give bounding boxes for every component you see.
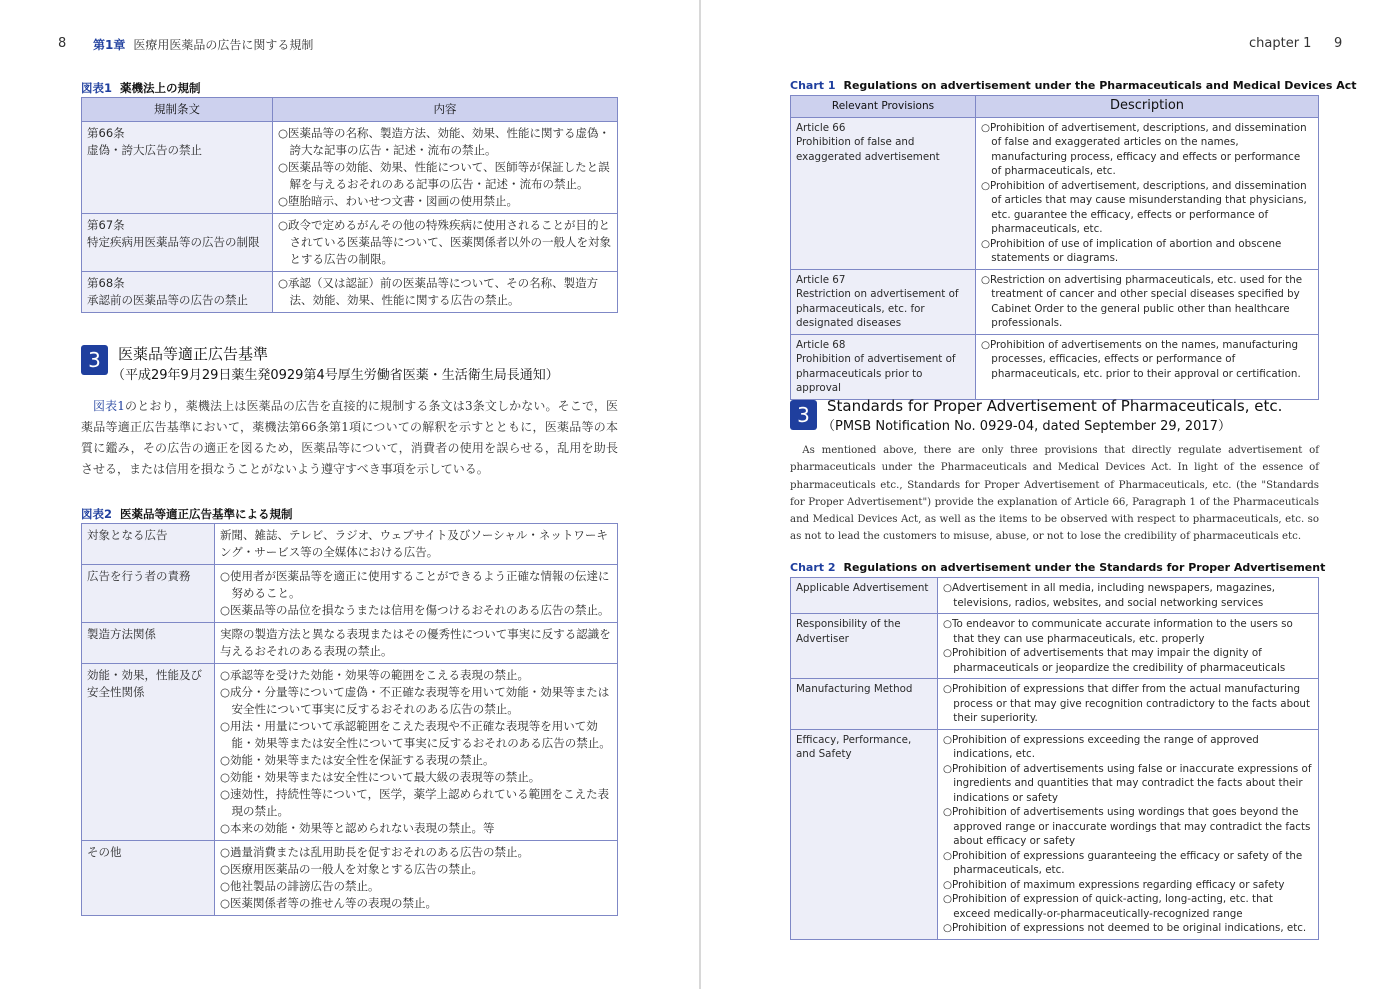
en-chart1-label: Chart 1 [790,79,836,92]
en-chart2-table [790,577,1319,940]
article-number: Article 66 [796,121,846,134]
en-chart1-table [790,95,1319,400]
en-chart2-label: Chart 2 [790,561,836,574]
row-key: Efficacy, Performance, and Safety [791,729,938,939]
content-cell [976,117,1319,269]
table-row [791,614,1319,679]
table-row [82,623,618,664]
jp-chart1-caption [81,80,201,96]
en-chart1-title: Regulations on advertisement under the Pharmaceuticals and Medical Devices Act [843,79,1357,92]
table-row [82,841,618,916]
jp-section-number: 3 [81,345,108,375]
list-item: ○Prohibition of advertisement, descriptions, and dissemination of articles that may cause misunderstanding that physicians, etc. guarantee the efficacy, effects or performance of pharmaceuticals, etc. [981,179,1307,235]
list-item: ○使用者が医薬品等を適正に使用することができるよう正確な情報の伝達に努めること。 [220,569,610,600]
content-cell [976,269,1319,334]
list-item: ○Prohibition of expression of quick-acting, long-acting, etc. that exceed medically-or-pharmaceutically-recognized range [943,893,1273,920]
content-cell [273,122,618,214]
row-key: Responsibility of the Advertiser [791,614,938,679]
article-subject: Prohibition of false and exaggerated advertisement [796,136,940,163]
chapter-title: 医療用医薬品の広告に関する規制 [133,38,314,52]
article-number: 第66条 [87,126,125,140]
paragraph-text: のとおり，薬機法上は医薬品の広告を直接的に規制する条文は3条文しかない。そこで，医薬品等適正広告基準において，薬機法第66条第1項についての解釈を示すとともに，医薬品等の本質に鑑み，その広告の適正を図るため，医薬品等について，消費者の使用を誤らせる，乱用を助長させる，または信用を損なうことがないよう遵守すべき事項を示している。 [81,399,618,476]
jp-section-paragraph [81,396,618,480]
list-item: ○Restriction on advertising pharmaceuticals, etc. used for the treatment of cancer and other special diseases specified by Cabinet Order to the general public other than healthcare professionals. [981,273,1303,329]
list-item: ○他社製品の誹謗広告の禁止。 [220,879,380,893]
list-item: ○Prohibition of advertisement, descriptions, and dissemination of false and exaggerated articles on the names, manufacturing process, efficacy and effects or performance of pharmaceuticals, etc. [981,121,1307,177]
table-row [791,269,1319,334]
list-item: ○Prohibition of expressions that differ from the actual manufacturing process or that may give recognition contradictory to the facts about their superiority. [943,683,1310,724]
list-item: ○Prohibition of expressions guaranteeing the efficacy or safety of the pharmaceuticals, etc. [943,849,1303,876]
table-row [791,679,1319,730]
row-content [938,679,1319,730]
table-header-row [82,98,618,122]
row-key: 広告を行う者の責務 [82,565,215,623]
table-row [791,334,1319,399]
article-subject: 特定疾病用医薬品等の広告の制限 [87,235,260,249]
table-row [82,122,618,214]
jp-section-title: 医薬品等適正広告基準 [118,345,269,363]
en-chart2-title: Regulations on advertisement under the Standards for Proper Advertisement [843,561,1326,574]
list-item: ○堕胎暗示、わいせつ文書・図画の使用禁止。 [278,194,519,208]
list-item: ○本来の効能・効果等と認められない表現の禁止。等 [220,821,495,835]
list-item: ○Prohibition of advertisements using wordings that goes beyond the approved range or inaccurate wordings that may contradict the facts about efficacy or safety [943,806,1311,847]
row-content [938,729,1319,939]
row-content [215,841,618,916]
list-item: ○Prohibition of expressions exceeding the range of approved indications, etc. [943,733,1259,760]
list-item: ○Prohibition of maximum expressions regarding efficacy or safety [943,878,1285,891]
jp-chart1-table [81,97,618,313]
en-chart2-caption [790,561,1325,574]
row-content [215,565,618,623]
article-number: Article 67 [796,273,846,286]
provision-cell [82,272,273,313]
list-item: 新聞、雑誌、テレビ、ラジオ、ウェブサイト及びソーシャル・ネットワーキング・サービス等の全媒体における広告。 [220,528,608,559]
content-cell [273,214,618,272]
article-subject: 虚偽・誇大広告の禁止 [87,143,202,157]
provision-cell [82,122,273,214]
jp-chart2-table [81,523,618,916]
list-item: ○承認（又は認証）前の医薬品等について、その名称、製造方法、効能、効果、性能に関する広告の禁止。 [278,276,599,307]
table-header: Relevant Provisions [791,96,976,118]
list-item: ○医薬関係者等の推せん等の表現の禁止。 [220,896,438,910]
row-key: 効能・効果，性能及び安全性関係 [82,664,215,841]
list-item: ○成分・分量等について虚偽・不正確な表現等を用いて効能・効果等または安全性について事実に反するおそれのある広告の禁止。 [220,685,610,716]
row-key: 製造方法関係 [82,623,215,664]
table-row [791,578,1319,614]
article-subject: Prohibition of advertisement of pharmaceuticals prior to approval [796,353,956,394]
provision-cell [791,117,976,269]
article-subject: 承認前の医薬品等の広告の禁止 [87,293,248,307]
list-item: ○医薬品等の効能、効果、性能について、医師等が保証したと誤解を与えるおそれのある記事の広告・記述・流布の禁止。 [278,160,610,191]
table-header: Description [976,96,1319,118]
table-row [82,524,618,565]
article-subject: Restriction on advertisement of pharmaceuticals, etc. for designated diseases [796,288,959,329]
list-item: ○承認等を受けた効能・効果等の範囲をこえる表現の禁止。 [220,668,530,682]
row-content [938,578,1319,614]
table-row [82,664,618,841]
list-item: ○To endeavor to communicate accurate information to the users so that they can use pharmaceuticals, etc. properly [943,618,1293,645]
list-item: ○政令で定めるがんその他の特殊疾病に使用されることが目的とされている医薬品等について、医薬関係者以外の一般人を対象とする広告の制限。 [278,218,612,266]
en-section-title: Standards for Proper Advertisement of Pharmaceuticals, etc. [827,397,1283,415]
jp-chart2-title: 医薬品等適正広告基準による規制 [120,507,293,521]
chart-reference: 図表1 [93,399,125,413]
content-cell [976,334,1319,399]
en-section-subtitle: （PMSB Notification No. 0929-04, dated September 29, 2017） [822,419,1231,434]
table-row [82,565,618,623]
list-item: ○医薬品等の名称、製造方法、効能、効果、性能に関する虚偽・誇大な記事の広告・記述・流布の禁止。 [278,126,611,157]
jp-chart2-label: 図表2 [81,507,113,521]
table-row [82,214,618,272]
en-section-paragraph: As mentioned above, there are only three provisions that directly regulate advertisement of pharmaceuticals under the Pharmaceuticals and Medical Devices Act. In light of the essence of pharmaceuticals etc., Standards for Proper Advertisement of Pharmaceuticals, etc. (the "Standards for Proper Advertisement") provide the explanation of Article 66, Paragraph 1 of the Pharmaceuticals and Medical Devices Act, as well as the items to be observed with respect to pharmaceuticals, etc. so as not to lead the customers to misuse, abuse, or not to lose the credibility of pharmaceuticals etc. [790,445,1319,543]
list-item: ○過量消費または乱用助長を促すおそれのある広告の禁止。 [220,845,530,859]
list-item: ○用法・用量について承認範囲をこえた表現や不正確な表現等を用いて効能・効果等または安全性について事実に反するおそれのある広告の禁止。 [220,719,611,750]
en-chart1-caption [790,79,1357,92]
right-running-header: chapter 1 [1249,36,1312,51]
list-item: ○医療用医薬品の一般人を対象とする広告の禁止。 [220,862,484,876]
row-key: 対象となる広告 [82,524,215,565]
list-item: ○Advertisement in all media, including newspapers, magazines, televisions, radios, websites, and social networking services [943,582,1276,609]
list-item: ○Prohibition of advertisements on the names, manufacturing processes, efficacies, effects or performance of pharmaceuticals, etc. prior to their approval or certification. [981,338,1301,380]
right-page [701,0,1400,989]
chapter-label: 第1章 [93,38,126,52]
table-header-row [791,96,1319,118]
list-item: ○Prohibition of advertisements using false or inaccurate expressions of ingredients and quantities that may contradict the facts about their indications or safety [943,762,1312,804]
row-content [938,614,1319,679]
table-row [82,272,618,313]
article-number: Article 68 [796,338,846,351]
table-header: 規制条文 [82,98,273,122]
jp-chart1-label: 図表1 [81,81,113,95]
provision-cell [82,214,273,272]
list-item: ○Prohibition of use of implication of abortion and obscene statements or diagrams. [981,237,1282,264]
table-row [791,729,1319,939]
list-item: ○効能・効果等または安全性を保証する表現の禁止。 [220,753,495,767]
list-item: 実際の製造方法と異なる表現またはその優秀性について事実に反する認識を与えるおそれのある表現の禁止。 [220,627,611,658]
left-page-number: 8 [58,36,67,51]
jp-chart1-title: 薬機法上の規制 [120,81,201,95]
row-content [215,623,618,664]
row-key: Manufacturing Method [791,679,938,730]
list-item: ○Prohibition of expressions not deemed to be original indications, etc. [943,922,1307,934]
list-item: ○Prohibition of advertisements that may impair the dignity of pharmaceuticals or jeopardize the credibility of pharmaceuticals [943,647,1286,674]
table-header: 内容 [273,98,618,122]
left-running-header [93,36,313,53]
row-key: Applicable Advertisement [791,578,938,614]
list-item: ○効能・効果等または安全性について最大級の表現等の禁止。 [220,770,541,784]
article-number: 第68条 [87,276,125,290]
provision-cell [791,334,976,399]
list-item: ○速効性，持続性等について，医学，薬学上認められている範囲をこえた表現の禁止。 [220,787,610,818]
row-key: その他 [82,841,215,916]
jp-section-subtitle: （平成29年9月29日薬生発0929第4号厚生労働省医薬・生活衛生局長通知） [112,368,559,383]
jp-chart2-caption [81,506,293,522]
content-cell [273,272,618,313]
row-content [215,524,618,565]
list-item: ○医薬品等の品位を損なうまたは信用を傷つけるおそれのある広告の禁止。 [220,603,610,617]
provision-cell [791,269,976,334]
table-row [791,117,1319,269]
right-page-number: 9 [1334,36,1343,51]
row-content [215,664,618,841]
en-section-number: 3 [790,400,817,430]
article-number: 第67条 [87,218,125,232]
